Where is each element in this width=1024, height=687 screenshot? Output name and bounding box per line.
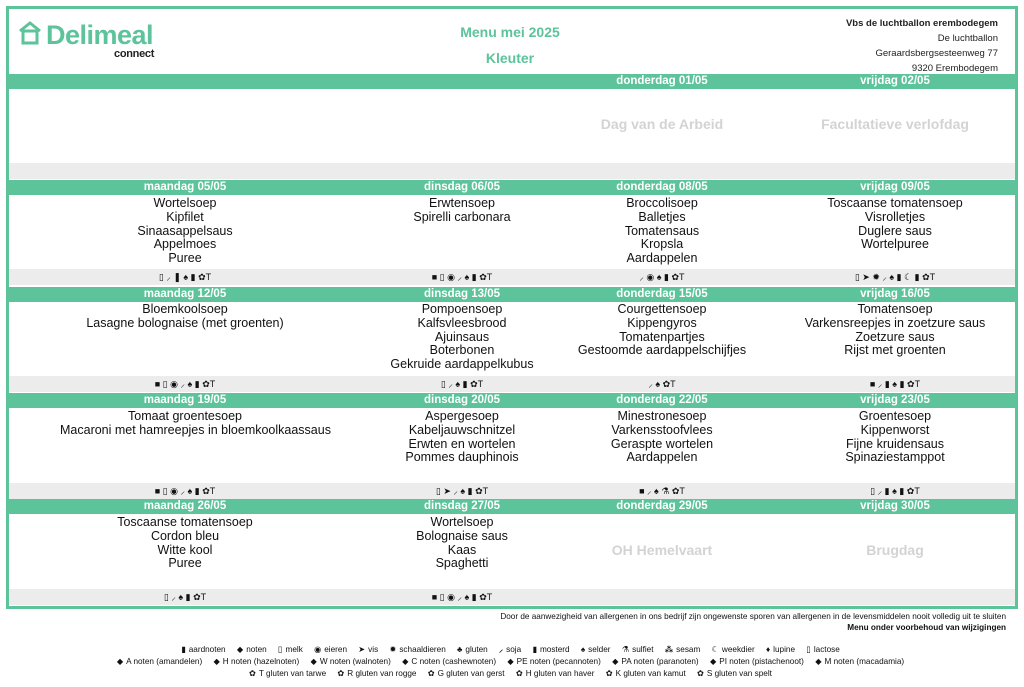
menu-column xyxy=(537,410,787,465)
legend-item: ▮ mosterd xyxy=(532,645,570,654)
menu-column xyxy=(770,197,1020,252)
allergen-icons: ▯ ⸝ ♠ ▮ ✿T xyxy=(440,379,484,389)
holiday-label: Facultatieve verlofdag xyxy=(821,116,969,132)
day-name: vrijdag 09/05 xyxy=(860,181,930,193)
address-line: 9320 Erembodegem xyxy=(911,63,998,74)
legend-item: ♦ lupine xyxy=(765,645,796,654)
menu-dish: Wortelpuree xyxy=(861,237,929,252)
lupine-icon: ♦ xyxy=(765,645,771,654)
nut-icon: ◆ xyxy=(236,645,244,654)
menu-dish: Toscaanse tomatensoep xyxy=(117,515,253,529)
menu-dish: Geraspte wortelen xyxy=(610,436,714,451)
menu-column xyxy=(60,303,310,331)
peanut-icon: ▮ xyxy=(181,645,186,654)
allergen-note: Door de aanwezigheid van allergenen in ons bedrijf zijn ongewenste sporen van allergenen in de levensmiddelen nooit volledig uit te sluiten xyxy=(500,612,1006,621)
menu-dish: Aardappelen xyxy=(626,450,698,465)
menu-column xyxy=(537,197,787,266)
day-name: vrijdag 16/05 xyxy=(860,288,930,300)
shellfish-icon: ✹ xyxy=(389,645,397,654)
menu-column xyxy=(60,516,310,571)
page-subtitle: Kleuter xyxy=(485,50,535,66)
allergen-icons: ▯ ⸝ ▮ ♠ ▮ ✿T xyxy=(870,486,920,496)
kamut-icon: ✿ xyxy=(605,669,613,678)
gluten-icon: ♣ xyxy=(457,645,463,654)
menu-dish: Wortelsoep xyxy=(153,196,217,210)
menu-dish: Wortelsoep xyxy=(430,515,494,529)
legend-item: ♣ gluten xyxy=(457,645,488,654)
allergen-icons: ■ ▯ ◉ ⸝ ♠ ▮ ✿T xyxy=(431,272,493,282)
menu-column xyxy=(60,197,310,266)
allergen-icons: ■ ⸝ ♠ ⚗ ✿T xyxy=(639,486,685,496)
pecan-icon: ◆ xyxy=(507,657,514,666)
menu-dish: Erwten en wortelen xyxy=(408,436,516,451)
celery-icon: ♠ xyxy=(580,645,586,654)
sulfite-icon: ⚗ xyxy=(621,645,630,654)
legend-item: ⁂ sesam xyxy=(664,645,701,654)
disclaimer: Menu onder voorbehoud van wijzigingen xyxy=(847,623,1006,632)
legend-item: ✿ T gluten van tarwe xyxy=(249,669,327,678)
legend-item: ✿ R gluten van rogge xyxy=(337,669,417,678)
day-name: dinsdag 06/05 xyxy=(423,181,501,193)
legend-item: ◆ M noten (macadamia) xyxy=(815,657,905,666)
menu-dish: Minestronesoep xyxy=(617,409,707,423)
allergen-icons: ■ ▯ ◉ ⸝ ♠ ▮ ✿T xyxy=(431,592,493,602)
menu-dish: Visrolletjes xyxy=(864,209,926,224)
menu-dish: Witte kool xyxy=(157,542,213,557)
page-title: Menu mei 2025 xyxy=(460,24,560,40)
legend-item: ◉ eieren xyxy=(314,645,347,654)
menu-dish: Groentesoep xyxy=(858,409,932,423)
house-icon xyxy=(18,20,42,46)
legend-item: ✹ schaaldieren xyxy=(389,645,446,654)
address-line: De luchtballon xyxy=(937,33,998,44)
school-name: Vbs de luchtballon erembodegem xyxy=(845,18,998,29)
menu-column xyxy=(60,409,331,438)
legend-item: ✿ K gluten van kamut xyxy=(605,669,686,678)
menu-dish: Tomatensoep xyxy=(857,302,933,316)
allergen-icons: ▯ ➤ ⸝ ♠ ▮ ✿T xyxy=(435,486,489,496)
menu-dish: Spinaziestamppot xyxy=(845,450,945,465)
milk-icon: ▯ xyxy=(277,645,283,654)
day-name: donderdag 15/05 xyxy=(616,288,708,300)
holiday-label: OH Hemelvaart xyxy=(611,542,713,558)
allergen-icons: ■ ▯ ◉ ⸝ ♠ ▮ ✿T xyxy=(154,379,216,389)
allergen-legend-row-2 xyxy=(0,656,1024,666)
wheat-icon: ✿ xyxy=(249,669,256,678)
address-line: Geraardsbergsesteenweg 77 xyxy=(875,48,998,59)
menu-column xyxy=(770,303,1020,358)
legend-item: ◆ PI noten (pistachenoot) xyxy=(709,657,804,666)
legend-item: ✿ G gluten van gerst xyxy=(427,669,505,678)
menu-dish: Toscaanse tomatensoep xyxy=(827,196,963,210)
menu-dish: Lasagne bolognaise (met groenten) xyxy=(86,315,284,330)
barley-icon: ✿ xyxy=(427,669,435,678)
legend-item: ⚗ sulfiet xyxy=(621,645,654,654)
mustard-icon: ▮ xyxy=(532,645,537,654)
day-name: donderdag 29/05 xyxy=(616,500,708,512)
legend-item: ✿ S gluten van spelt xyxy=(696,669,772,678)
menu-dish: Erwtensoep xyxy=(428,196,495,210)
menu-dish: Balletjes xyxy=(638,209,686,224)
menu-dish: Kaas xyxy=(447,542,477,557)
menu-dish: Sinaasappelsaus xyxy=(137,223,233,238)
legend-item: ◆ W noten (walnoten) xyxy=(310,657,391,666)
allergen-band xyxy=(9,163,1015,179)
menu-dish: Kippenworst xyxy=(860,422,930,437)
menu-dish: Broccolisoep xyxy=(626,196,698,210)
menu-dish: Gekruide aardappelkubus xyxy=(390,357,534,372)
allergen-icons: ▯ ➤ ✹ ⸝ ♠ ▮ ☾ ▮ ✿T xyxy=(854,272,936,282)
legend-item: ▯ melk xyxy=(277,645,303,654)
allergen-icons: ⸝ ♠ ✿T xyxy=(648,379,676,389)
menu-dish: Tomaat groentesoep xyxy=(128,409,242,423)
egg-icon: ◉ xyxy=(314,645,322,654)
walnut-icon: ◆ xyxy=(310,657,317,666)
menu-dish: Tomatensaus xyxy=(624,223,700,238)
allergen-icons: ⸝ ◉ ♠ ▮ ✿T xyxy=(639,272,685,282)
allergen-icons: ■ ▯ ◉ ⸝ ♠ ▮ ✿T xyxy=(154,486,216,496)
menu-dish: Bloemkoolsoep xyxy=(142,302,228,316)
menu-dish: Gestoomde aardappelschijfjes xyxy=(577,343,747,358)
legend-item: ♠ selder xyxy=(580,645,611,654)
menu-dish: Aspergesoep xyxy=(425,409,499,423)
hazelnut-icon: ◆ xyxy=(213,657,220,666)
legend-item: ◆ C noten (cashewnoten) xyxy=(402,657,497,666)
day-name: dinsdag 27/05 xyxy=(423,500,501,512)
menu-dish: Tomatenpartjes xyxy=(619,329,705,344)
menu-dish: Duglere saus xyxy=(858,223,932,238)
menu-dish: Rijst met groenten xyxy=(844,343,946,358)
holiday-label: Brugdag xyxy=(866,542,924,558)
menu-dish: Aardappelen xyxy=(626,251,698,266)
menu-dish: Zoetzure saus xyxy=(855,329,935,344)
allergen-icons: ▯ ⸝ ♠ ▮ ✿T xyxy=(163,592,207,602)
legend-item: ▯ lactose xyxy=(806,645,840,654)
menu-dish: Spaghetti xyxy=(435,556,489,571)
menu-dish: Bolognaise saus xyxy=(416,528,508,543)
allergen-legend-row-1 xyxy=(0,644,1024,655)
legend-item: ▮ aardnoten xyxy=(181,645,226,654)
day-name: maandag 26/05 xyxy=(143,500,227,512)
menu-dish: Kippengyros xyxy=(627,315,697,330)
allergen-legend-row-3 xyxy=(0,668,1024,678)
pistachio-icon: ◆ xyxy=(709,657,717,666)
menu-dish: Cordon bleu xyxy=(150,528,220,543)
day-name: maandag 05/05 xyxy=(143,181,227,193)
delimeal-logo xyxy=(18,18,168,62)
day-name: vrijdag 30/05 xyxy=(860,500,930,512)
menu-dish: Boterbonen xyxy=(429,343,495,358)
day-name: maandag 12/05 xyxy=(143,288,227,300)
legend-item: ➤ vis xyxy=(358,645,379,654)
brand-name: Delimeal xyxy=(46,20,154,50)
macadamia-icon: ◆ xyxy=(815,657,822,666)
lactose-icon: ▯ xyxy=(806,645,811,654)
menu-dish: Kipfilet xyxy=(166,209,204,224)
school-address xyxy=(846,16,998,76)
day-name: dinsdag 13/05 xyxy=(423,288,501,300)
menu-dish: Varkensreepjes in zoetzure saus xyxy=(804,315,986,330)
spelt-icon: ✿ xyxy=(696,669,704,678)
oat-icon: ✿ xyxy=(515,669,523,678)
menu-dish: Varkensstoofvlees xyxy=(611,422,713,437)
menu-dish: Kabeljauwschnitzel xyxy=(408,422,516,437)
day-name: vrijdag 23/05 xyxy=(860,394,930,406)
day-name: donderdag 22/05 xyxy=(616,394,708,406)
day-name: vrijdag 02/05 xyxy=(860,75,930,87)
legend-item: ◆ noten xyxy=(236,645,267,654)
mollusc-icon: ☾ xyxy=(711,645,719,654)
menu-dish: Pommes dauphinois xyxy=(405,450,519,465)
menu-dish: Spirelli carbonara xyxy=(413,209,511,224)
allergen-icons: ▯ ⸝ ❚ ♠ ▮ ✿T xyxy=(158,272,212,282)
menu-dish: Puree xyxy=(168,251,202,266)
menu-dish: Appelmoes xyxy=(153,237,217,252)
menu-dish: Macaroni met hamreepjes in bloemkoolkaassaus xyxy=(60,422,331,437)
brand-sub: connect xyxy=(114,48,155,60)
menu-dish: Fijne kruidensaus xyxy=(846,436,944,451)
allergen-icons: ■ ⸝ ▮ ♠ ▮ ✿T xyxy=(869,379,921,389)
menu-column xyxy=(537,303,787,358)
fish-icon: ➤ xyxy=(358,645,366,654)
day-name: donderdag 08/05 xyxy=(616,181,708,193)
menu-dish: Puree xyxy=(168,556,202,571)
legend-item: ✿ H gluten van haver xyxy=(515,669,595,678)
legend-item: ◆ PE noten (pecannoten) xyxy=(507,657,601,666)
legend-item: ◆ PA noten (paranoten) xyxy=(612,657,699,666)
menu-column xyxy=(770,410,1020,465)
day-name: dinsdag 20/05 xyxy=(423,394,501,406)
menu-dish: Courgettensoep xyxy=(617,302,707,316)
legend-item: ⸝ soja xyxy=(499,645,522,654)
rye-icon: ✿ xyxy=(337,669,345,678)
brazil-nut-icon: ◆ xyxy=(612,657,619,666)
cashew-icon: ◆ xyxy=(402,657,409,666)
holiday-label: Dag van de Arbeid xyxy=(600,116,724,132)
legend-item: ☾ weekdier xyxy=(711,645,755,654)
almond-icon: ◆ xyxy=(116,657,124,666)
menu-dish: Kalfsvleesbrood xyxy=(417,315,507,330)
menu-dish: Pompoensoep xyxy=(421,302,503,316)
sesame-icon: ⁂ xyxy=(664,645,674,654)
soy-icon: ⸝ xyxy=(499,645,504,654)
legend-item: ◆ H noten (hazelnoten) xyxy=(213,657,300,666)
menu-dish: Ajuinsaus xyxy=(434,329,490,344)
legend-item: ◆ A noten (amandelen) xyxy=(116,657,203,666)
day-name: maandag 19/05 xyxy=(143,394,227,406)
menu-dish: Kropsla xyxy=(640,237,684,252)
day-name: donderdag 01/05 xyxy=(616,75,708,87)
